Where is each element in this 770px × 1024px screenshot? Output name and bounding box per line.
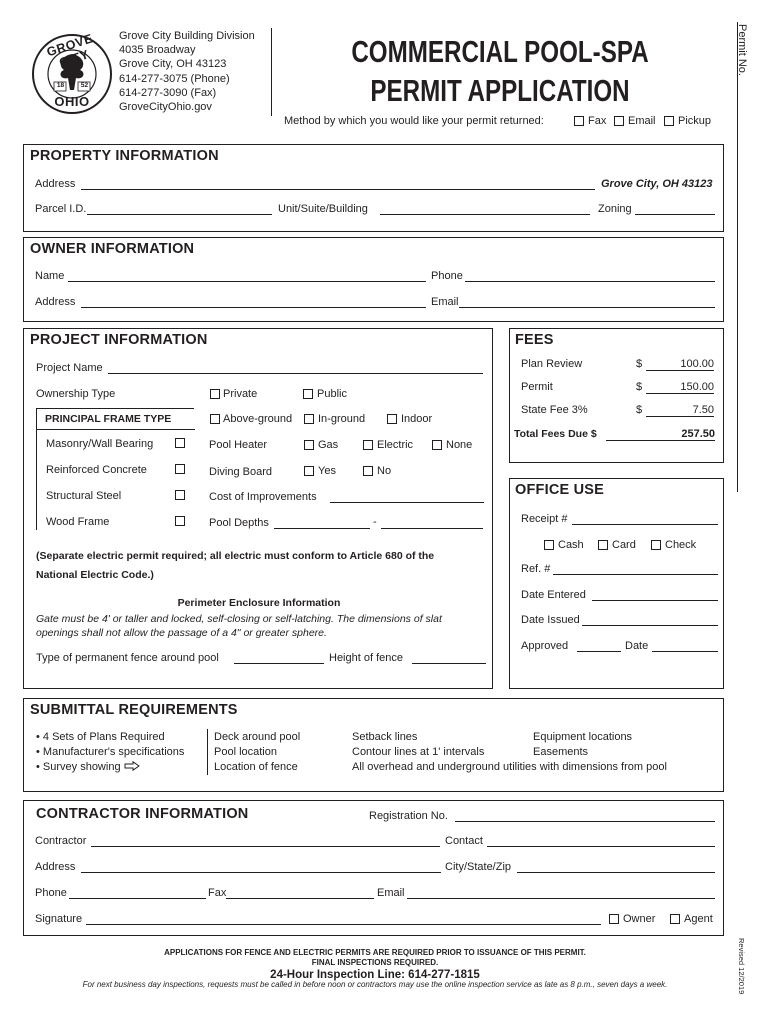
pool-depths-label: Pool Depths: [209, 517, 269, 529]
parcel-input[interactable]: [87, 203, 272, 215]
method-label: Method by which you would like your permit returned:: [284, 115, 544, 127]
contractor-contact-label: Contact: [445, 835, 483, 847]
contractor-phone-label: Phone: [35, 887, 67, 899]
private-label: Private: [223, 388, 258, 400]
submittal-item: Contour lines at 1' intervals: [352, 745, 485, 758]
frame-type-title-divider: [37, 429, 195, 430]
contractor-email-label: Email: [377, 887, 405, 899]
owner-phone-label: Phone: [431, 270, 463, 282]
inspection-line: 24-Hour Inspection Line: 614-277-1815: [270, 969, 480, 981]
heater-electric-checkbox[interactable]: [363, 440, 373, 450]
fee-permit-currency: $: [636, 381, 643, 393]
submittal-col2-list: [214, 730, 300, 774]
public-label: Public: [317, 388, 347, 400]
contractor-city-input[interactable]: [517, 861, 715, 873]
contractor-city-label: City/State/Zip: [445, 861, 512, 873]
submittal-item: • 4 Sets of Plans Required: [36, 731, 165, 743]
property-address-label: Address: [35, 178, 76, 190]
office-address-block: [119, 29, 255, 114]
form-title-line2: PERMIT APPLICATION: [370, 73, 630, 108]
footer-notice: [30, 948, 720, 967]
signature-label: Signature: [35, 913, 83, 925]
cost-input[interactable]: [330, 491, 484, 503]
office-address-line: Grove City, OH 43123: [119, 58, 227, 71]
office-address-line: 4035 Broadway: [119, 44, 196, 57]
approved-input[interactable]: [577, 640, 621, 652]
inspection-note: For next business day inspections, requests must be called in before noon or contractors may use the online inspection service as late as 8 p.m., seven days a week.: [82, 980, 668, 989]
contractor-email-input[interactable]: [407, 887, 715, 899]
pickup-option-label: Pickup: [678, 115, 712, 127]
submittal-item: All overhead and underground utilities with dimensions from pool: [352, 760, 667, 773]
pool-depths-sep: -: [373, 516, 377, 528]
frame-concrete-checkbox[interactable]: [175, 464, 185, 474]
zoning-input[interactable]: [635, 203, 715, 215]
private-checkbox[interactable]: [210, 389, 220, 399]
date-issued-label: Date Issued: [521, 614, 580, 626]
payment-card-checkbox[interactable]: [598, 540, 608, 550]
fence-height-input[interactable]: [412, 652, 486, 664]
pool-depth-max-input[interactable]: [381, 517, 483, 529]
property-city-state: Grove City, OH 43123: [601, 178, 713, 190]
fee-state-amount: 7.50: [646, 404, 714, 417]
form-title-line1: COMMERCIAL POOL-SPA: [351, 34, 649, 69]
fee-plan-review-amount: 100.00: [646, 358, 714, 371]
project-name-label: Project Name: [36, 362, 103, 374]
diving-no-label: No: [377, 465, 392, 477]
fence-height-label: Height of fence: [329, 652, 403, 664]
electric-note: (Separate electric permit required; all electric must conform to Article 680 of the National Electric Code.): [36, 550, 435, 581]
payment-check-checkbox[interactable]: [651, 540, 661, 550]
frame-concrete-label: Reinforced Concrete: [46, 464, 147, 476]
contractor-title: CONTRACTOR INFORMATION: [36, 806, 249, 822]
heater-gas-checkbox[interactable]: [304, 440, 314, 450]
contractor-fax-input[interactable]: [226, 887, 374, 899]
contractor-name-input[interactable]: [91, 835, 440, 847]
indoor-checkbox[interactable]: [387, 414, 397, 424]
frame-wood-checkbox[interactable]: [175, 516, 185, 526]
office-use-section: [509, 478, 724, 689]
receipt-input[interactable]: [572, 513, 718, 525]
registration-label: Registration No.: [369, 810, 448, 822]
property-address-input[interactable]: [81, 178, 595, 190]
frame-masonry-label: Masonry/Wall Bearing: [46, 438, 154, 450]
signer-agent-label: Agent: [684, 913, 713, 925]
form-title: [336, 32, 664, 110]
owner-name-input[interactable]: [68, 270, 426, 282]
submittal-item: Pool location: [214, 745, 277, 758]
approved-date-input[interactable]: [652, 640, 718, 652]
enclosure-title: Perimeter Enclosure Information: [177, 597, 341, 609]
submittal-item: • Survey showing: [36, 760, 184, 775]
project-name-input[interactable]: [108, 362, 483, 374]
logo-text-bottom: OHIO: [54, 94, 90, 109]
parcel-label: Parcel I.D.: [35, 203, 87, 215]
frame-steel-label: Structural Steel: [46, 490, 122, 502]
payment-cash-checkbox[interactable]: [544, 540, 554, 550]
frame-type-title: PRINCIPAL FRAME TYPE: [45, 413, 172, 425]
ref-input[interactable]: [553, 563, 718, 575]
contractor-address-input[interactable]: [81, 861, 441, 873]
fence-type-input[interactable]: [234, 652, 324, 664]
header-divider: [271, 28, 272, 116]
signer-owner-label: Owner: [623, 913, 656, 925]
frame-masonry-checkbox[interactable]: [175, 438, 185, 448]
arrow-right-icon: [124, 761, 140, 771]
owner-address-label: Address: [35, 296, 76, 308]
diving-yes-checkbox[interactable]: [304, 466, 314, 476]
date-issued-input[interactable]: [582, 614, 718, 626]
ref-label: Ref. #: [521, 563, 551, 575]
submittal-item: Location of fence: [214, 760, 298, 773]
payment-cash-label: Cash: [558, 539, 584, 551]
indoor-label: Indoor: [401, 413, 433, 425]
signature-input[interactable]: [86, 913, 601, 925]
approved-label: Approved: [521, 640, 569, 652]
in-ground-checkbox[interactable]: [304, 414, 314, 424]
property-title: PROPERTY INFORMATION: [30, 148, 219, 164]
email-checkbox[interactable]: [614, 116, 624, 126]
submittal-col4-list: [533, 730, 632, 760]
submittal-item: Deck around pool: [214, 731, 301, 743]
project-title: PROJECT INFORMATION: [30, 332, 208, 348]
signer-agent-checkbox[interactable]: [670, 914, 680, 924]
owner-title: OWNER INFORMATION: [30, 241, 195, 257]
submittal-item: • Manufacturer's specifications: [36, 745, 185, 758]
submittal-title: SUBMITTAL REQUIREMENTS: [30, 702, 238, 718]
approved-date-label: Date: [625, 640, 649, 652]
date-entered-label: Date Entered: [521, 589, 586, 601]
owner-email-label: Email: [431, 296, 459, 308]
heater-gas-label: Gas: [318, 439, 339, 451]
diving-no-checkbox[interactable]: [363, 466, 373, 476]
fee-permit-amount: 150.00: [646, 381, 714, 394]
pool-heater-label: Pool Heater: [209, 439, 268, 451]
signer-owner-checkbox[interactable]: [609, 914, 619, 924]
date-entered-input[interactable]: [592, 589, 718, 601]
fee-permit-label: Permit: [521, 381, 553, 393]
owner-address-input[interactable]: [81, 296, 426, 308]
submittal-item: Equipment locations: [533, 731, 633, 743]
enclosure-note: Gate must be 4' or taller and locked, self-closing or self-latching. The dimensions of slat openings shall not allow the passage of a 4" or greater sphere.: [36, 613, 442, 639]
submittal-col2: [207, 729, 208, 775]
zoning-label: Zoning: [598, 203, 632, 215]
cost-label: Cost of Improvements: [209, 491, 317, 503]
contractor-name-label: Contractor: [35, 835, 87, 847]
footer-notice-line2: FINAL INSPECTIONS REQUIRED.: [311, 957, 439, 967]
fence-type-label: Type of permanent fence around pool: [36, 652, 219, 664]
contractor-fax-label: Fax: [208, 887, 227, 899]
heater-none-label: None: [446, 439, 473, 451]
pickup-checkbox[interactable]: [664, 116, 674, 126]
office-address-line: 614-277-3090 (Fax): [119, 86, 217, 99]
permit-no-label: Permit No.: [736, 24, 748, 76]
permit-no-field[interactable]: [737, 22, 749, 492]
fee-state-label: State Fee 3%: [521, 404, 588, 416]
office-use-title: OFFICE USE: [515, 482, 605, 498]
fax-checkbox[interactable]: [574, 116, 584, 126]
above-ground-checkbox[interactable]: [210, 414, 220, 424]
submittal-col1: [36, 730, 184, 774]
owner-name-label: Name: [35, 270, 65, 282]
owner-phone-input[interactable]: [465, 270, 715, 282]
office-address-line: GroveCityOhio.gov: [119, 101, 212, 114]
owner-email-input[interactable]: [459, 296, 715, 308]
footer-notice-line1: APPLICATIONS FOR FENCE AND ELECTRIC PERMITS ARE REQUIRED PRIOR TO ISSUANCE OF THIS PERMIT.: [164, 948, 586, 957]
contractor-address-label: Address: [35, 861, 76, 873]
office-address-line: Grove City Building Division: [119, 30, 255, 42]
logo-year-right: 52: [80, 82, 89, 89]
registration-input[interactable]: [455, 810, 715, 822]
pool-depth-min-input[interactable]: [274, 517, 370, 529]
ownership-type-label: Ownership Type: [36, 388, 116, 400]
total-fees-amount: 257.50: [606, 428, 715, 441]
email-option-label: Email: [628, 115, 656, 127]
unit-input[interactable]: [380, 203, 590, 215]
total-fees-label: Total Fees Due $: [514, 428, 597, 440]
contractor-phone-input[interactable]: [69, 887, 206, 899]
fees-section: [509, 328, 724, 463]
receipt-label: Receipt #: [521, 513, 568, 525]
diving-board-label: Diving Board: [209, 466, 272, 478]
logo-text-top: GROVE CITY: [45, 31, 95, 71]
contractor-contact-input[interactable]: [487, 835, 715, 847]
frame-steel-checkbox[interactable]: [175, 490, 185, 500]
fees-title: FEES: [515, 332, 554, 348]
office-address-line: 614-277-3075 (Phone): [119, 72, 230, 85]
revised-date: Revised 12/2019: [737, 938, 746, 995]
heater-electric-label: Electric: [377, 439, 414, 451]
in-ground-label: In-ground: [318, 413, 366, 425]
grove-city-logo: [30, 32, 114, 116]
diving-yes-label: Yes: [318, 465, 336, 477]
unit-label: Unit/Suite/Building: [278, 203, 368, 215]
fee-plan-review-currency: $: [636, 358, 643, 370]
frame-wood-label: Wood Frame: [46, 516, 110, 528]
above-ground-label: Above-ground: [223, 413, 293, 425]
payment-check-label: Check: [665, 539, 697, 551]
fee-plan-review-label: Plan Review: [521, 358, 583, 370]
heater-none-checkbox[interactable]: [432, 440, 442, 450]
fee-state-currency: $: [636, 404, 643, 416]
fax-option-label: Fax: [588, 115, 607, 127]
logo-year-left: 18: [56, 82, 65, 89]
submittal-item: Easements: [533, 745, 589, 758]
payment-card-label: Card: [612, 539, 636, 551]
public-checkbox[interactable]: [303, 389, 313, 399]
submittal-item: Setback lines: [352, 731, 418, 743]
